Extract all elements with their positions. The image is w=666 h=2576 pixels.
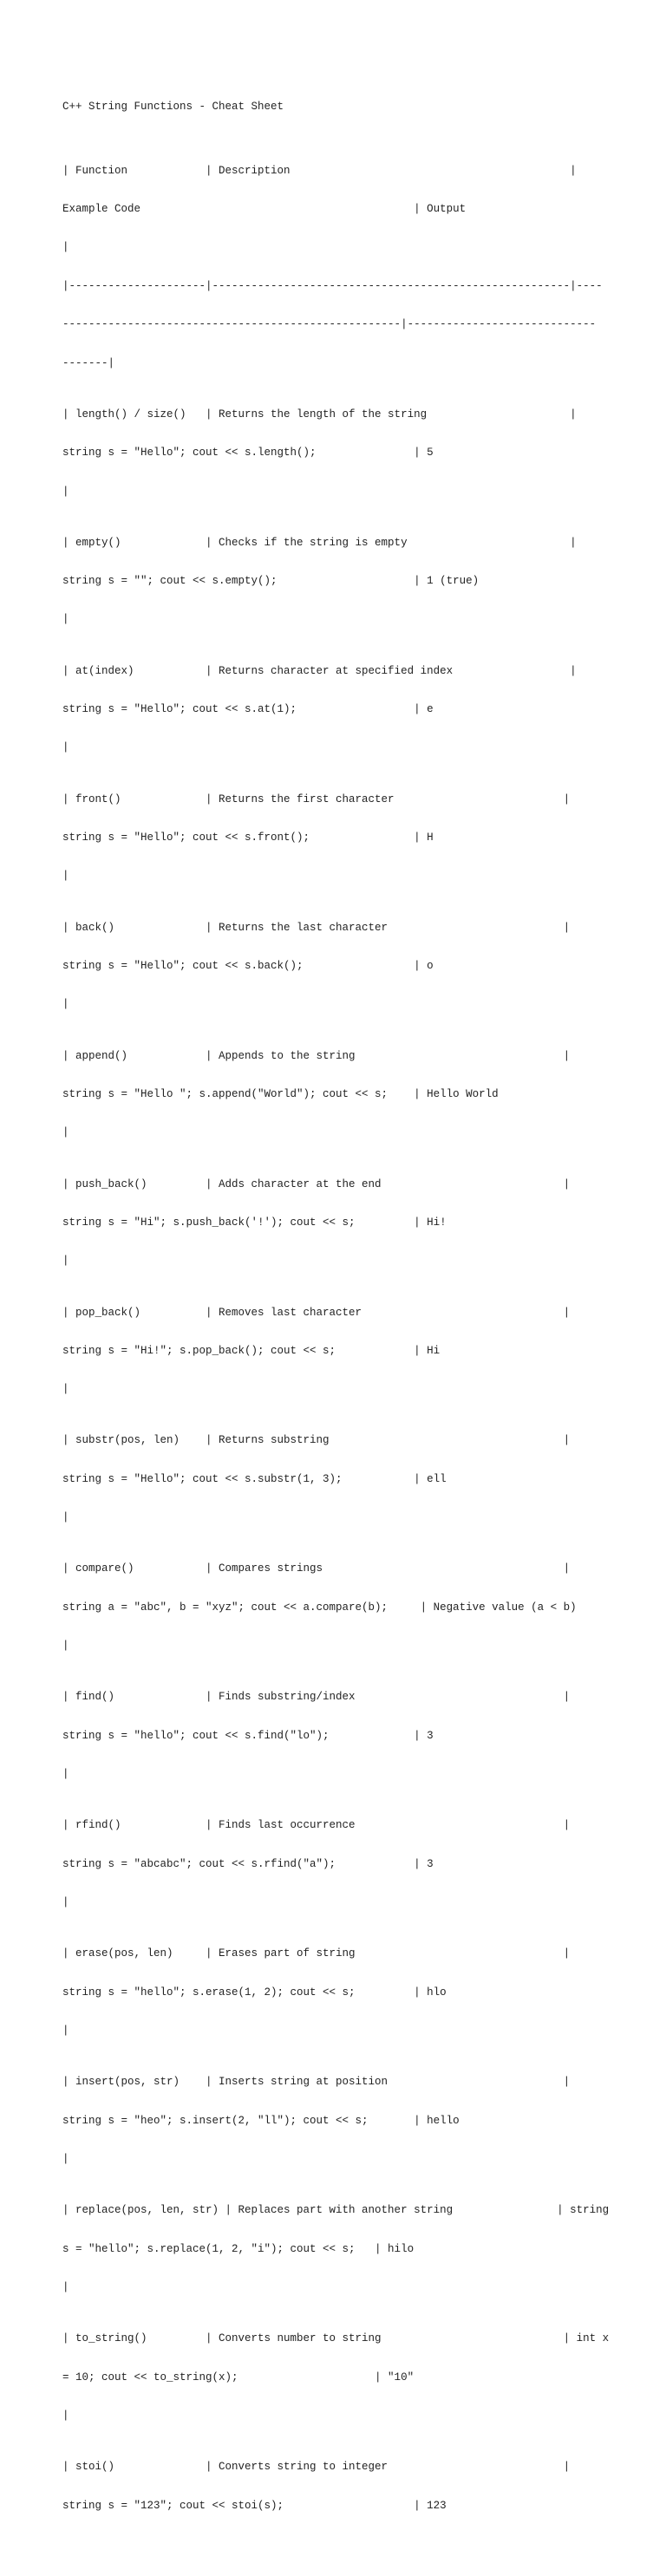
table-row-line: string s = "Hello"; cout << s.back(); | o xyxy=(62,959,434,972)
table-row-line: | push_back() | Adds character at the end | xyxy=(62,1177,571,1190)
table-row-line: | empty() | Checks if the string is empty | xyxy=(62,536,577,549)
table-row-line: | stoi() | Converts string to integer | xyxy=(62,2461,571,2474)
table-row-line: | pop_back() | Removes last character | xyxy=(62,1306,571,1319)
page-title: C++ String Functions - Cheat Sheet xyxy=(62,100,284,113)
table-row-line: | xyxy=(62,998,69,1011)
table-row-line: | xyxy=(62,485,69,498)
table-row-line: string s = "Hi"; s.push_back('!'); cout << s; | Hi! xyxy=(62,1216,447,1229)
table-row-line: | rfind() | Finds last occurrence | xyxy=(62,1819,571,1832)
table-row-line: | xyxy=(62,870,69,883)
table-row-line: | at(index) | Returns character at specified index | xyxy=(62,664,577,677)
table-row-line: | xyxy=(62,1896,69,1909)
table-row-line: | append() | Appends to the string | xyxy=(62,1049,571,1062)
table-row-line: string s = "Hello "; s.append("World"); cout << s; | Hello World xyxy=(62,1087,499,1100)
table-header-line: Example Code | Output xyxy=(62,202,467,215)
table-row-line: | xyxy=(62,1511,69,1524)
table-row-line: string s = "abcabc"; cout << s.rfind("a"); | 3 xyxy=(62,1857,434,1870)
table-row-line: | xyxy=(62,2281,69,2294)
table-header-line: | xyxy=(62,241,69,254)
cheat-sheet-text xyxy=(62,75,617,2576)
table-row-line: string s = "hello"; s.erase(1, 2); cout << s; | hlo xyxy=(62,1986,447,1999)
table-row-line: | substr(pos, len) | Returns substring | xyxy=(62,1434,571,1447)
table-row-line: | xyxy=(62,741,69,754)
table-row-line: | xyxy=(62,1126,69,1139)
table-divider-line: |---------------------|-------------------------------------------------------|---- xyxy=(62,279,603,292)
table-row-line: s = "hello"; s.replace(1, 2, "i"); cout << s; | hilo xyxy=(62,2242,415,2255)
table-row-line: | to_string() | Converts number to string | int x xyxy=(62,2332,610,2345)
table-row-line: | compare() | Compares strings | xyxy=(62,1562,571,1575)
table-row-line xyxy=(62,2538,617,2551)
table-row-line: string s = "Hi!"; s.pop_back(); cout << s; | Hi xyxy=(62,1344,441,1357)
table-row-line: | erase(pos, len) | Erases part of string | xyxy=(62,1947,571,1960)
table-row-line: | replace(pos, len, str) | Replaces part with another string | string xyxy=(62,2204,610,2217)
table-row-line: | length() / size() | Returns the length of the string | xyxy=(62,408,577,421)
table-divider-line: ----------------------------------------------------|----------------------------- xyxy=(62,318,597,331)
table-row-line: string s = "Hello"; cout << s.substr(1, 3); | ell xyxy=(62,1472,447,1485)
table-row-line: | back() | Returns the last character | xyxy=(62,921,571,934)
table-row-line: string s = "heo"; s.insert(2, "ll"); cout << s; | hello xyxy=(62,2114,460,2127)
table-header-line: | Function | Description | xyxy=(62,164,577,177)
table-row-line: | front() | Returns the first character | xyxy=(62,792,571,805)
table-row-line: = 10; cout << to_string(x); | "10" xyxy=(62,2371,415,2384)
table-row-line: | xyxy=(62,1383,69,1396)
table-row-line: | xyxy=(62,2153,69,2166)
table-row-line: string s = "Hello"; cout << s.front(); | H xyxy=(62,831,434,845)
table-row-line: string s = "Hello"; cout << s.length(); | 5 xyxy=(62,447,434,460)
table-row-line: | xyxy=(62,2410,69,2423)
table-row-line: | xyxy=(62,1768,69,1781)
table-divider-line: -------| xyxy=(62,356,115,369)
table-row-line: | xyxy=(62,1255,69,1268)
table-row-line: | xyxy=(62,613,69,626)
table-row-line: string s = "hello"; cout << s.find("lo"); | 3 xyxy=(62,1729,434,1742)
table-row-line: | xyxy=(62,2025,69,2038)
table-row-line: string s = ""; cout << s.empty(); | 1 (true) xyxy=(62,575,480,588)
table-row-line: string a = "abc", b = "xyz"; cout << a.compare(b); | Negative value (a < b) xyxy=(62,1601,577,1614)
table-row-line: string s = "123"; cout << stoi(s); | 123 xyxy=(62,2499,447,2512)
table-row-line: | xyxy=(62,1640,69,1653)
table-row-line: | insert(pos, str) | Inserts string at position | xyxy=(62,2076,571,2089)
table-row-line: | find() | Finds substring/index | xyxy=(62,1691,571,1704)
table-row-line: string s = "Hello"; cout << s.at(1); | e xyxy=(62,703,434,716)
